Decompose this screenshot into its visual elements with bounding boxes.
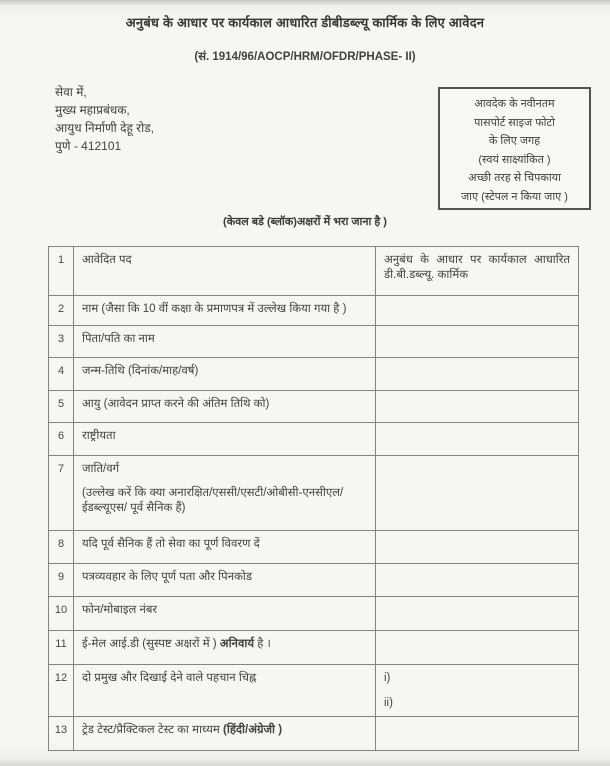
row-number: 6 (49, 423, 74, 456)
field-value-cell (376, 717, 579, 751)
field-label: आवेदित पद (74, 247, 376, 296)
photo-paste-box (438, 87, 591, 210)
photo-box-line: के लिए जगह (488, 135, 541, 147)
row-number: 7 (49, 456, 74, 531)
application-form-table (48, 246, 579, 751)
identification-mark-item-1: i) (384, 672, 391, 684)
row-number: 10 (49, 597, 74, 631)
row-number: 3 (49, 326, 74, 358)
row-number: 13 (49, 717, 74, 751)
row-number: 2 (49, 296, 74, 326)
recipient-line-city-pin: पुणे - 412101 (55, 139, 122, 153)
table-row-age (49, 391, 579, 423)
table-row-postal-address (49, 564, 579, 597)
photo-box-line: पासपोर्ट साइज फोटो (474, 116, 555, 129)
field-value-cell (376, 631, 579, 665)
field-label-prefix: ई-मेल आई.डी (सुस्पष्ट अक्षरों में ) (82, 638, 220, 650)
field-label: पत्रव्यवहार के लिए पूर्ण पता और पिनकोड (74, 564, 376, 597)
field-label: आयु (आवेदन प्राप्त करने की अंतिम तिथि को) (74, 391, 376, 423)
field-label-composite (74, 631, 376, 665)
recipient-address-block (55, 83, 154, 155)
field-value-cell (376, 296, 579, 326)
field-label: फोन/मोबाइल नंबर (74, 597, 376, 631)
field-label-group (74, 456, 376, 531)
row-number: 8 (49, 531, 74, 564)
row-number: 11 (49, 631, 74, 665)
field-label-prefix: ट्रेड टेस्ट/प्रैक्टिकल टेस्ट का माध्यम (82, 724, 224, 736)
recipient-line-designation: मुख्य महाप्रबंधक, (55, 103, 130, 117)
scan-artifact-top (0, 0, 610, 6)
field-label: जन्म-तिथि (दिनांक/माह/वर्ष) (74, 358, 376, 391)
row-number: 9 (49, 564, 74, 597)
block-letters-instruction: (केवल बडे (ब्लॉक)अक्षरों में भरा जाना है ) (223, 216, 387, 228)
photo-box-line: जाए (स्टेपल न किया जाए ) (461, 190, 568, 203)
scan-artifact-bottom (0, 759, 610, 766)
field-label: पिता/पति का नाम (74, 326, 376, 358)
field-label: यदि पूर्व सैनिक हैं तो सेवा का पूर्ण विवरण दें (74, 531, 376, 564)
row-number: 1 (49, 247, 74, 296)
photo-box-line: आवदेक के नवीनतम (474, 98, 555, 110)
table-row-phone-mobile (49, 597, 579, 631)
field-value-cell (376, 597, 579, 631)
recipient-line-salutation: सेवा में, (55, 85, 87, 99)
field-label-bold: (हिंदी/अंग्रेजी ) (223, 724, 283, 736)
field-value-cell (376, 326, 579, 358)
field-label: जाति/वर्ग (82, 463, 120, 475)
field-label-bold: अनिवार्य (219, 638, 254, 650)
photo-box-line: अच्छी तरह से चिपकाया (468, 172, 561, 184)
table-row-ex-serviceman-details (49, 531, 579, 564)
field-label: दो प्रमुख और दिखाई देने वाले पहचान चिह्न (74, 665, 376, 717)
table-row-nationality (49, 423, 579, 456)
field-label: राष्ट्रीयता (74, 423, 376, 456)
field-label-suffix: है । (254, 638, 271, 650)
table-row-identification-marks (49, 665, 579, 717)
row-number: 5 (49, 391, 74, 423)
field-value-cell (376, 531, 579, 564)
table-row-email-id (49, 631, 579, 665)
field-sublabel: (उल्लेख करें कि क्या अनारक्षित/एससी/एसटी/ओबीसी-एनसीएल/ ईडब्ल्यूएस/ पूर्व सैनिक हैं) (82, 487, 344, 514)
row-number: 12 (49, 665, 74, 717)
table-row-date-of-birth (49, 358, 579, 391)
field-value-cell (376, 423, 579, 456)
table-row-caste-category (49, 456, 579, 531)
table-row-test-medium (49, 717, 579, 751)
table-row-name (49, 296, 579, 326)
field-value-cell (376, 391, 579, 423)
field-value-cell (376, 456, 579, 531)
field-label-composite (74, 717, 376, 751)
recipient-line-organisation: आयुध निर्माणी देहू रोड, (55, 121, 154, 135)
row-number: 4 (49, 358, 74, 391)
photo-box-line: (स्वयं साक्ष्यांकित ) (478, 153, 551, 166)
table-row-applied-post (49, 247, 579, 296)
identification-mark-item-2: ii) (384, 697, 393, 709)
table-row-father-husband-name (49, 326, 579, 358)
form-reference-number: (सं. 1914/96/AOCP/HRM/OFDR/PHASE- II) (194, 51, 416, 63)
field-label: नाम (जैसा कि 10 वीं कक्षा के प्रमाणपत्र में उल्लेख किया गया है ) (74, 296, 376, 326)
field-value: अनुबंध के आधार पर कार्यकाल आधारित डी.बी.डब्ल्यू. कार्मिक (376, 247, 579, 296)
form-title: अनुबंध के आधार पर कार्यकाल आधारित डीबीडब्ल्यू कार्मिक के लिए आवेदन (125, 15, 485, 30)
field-value-cell (376, 564, 579, 597)
field-value-list (376, 665, 579, 717)
field-value-cell (376, 358, 579, 391)
